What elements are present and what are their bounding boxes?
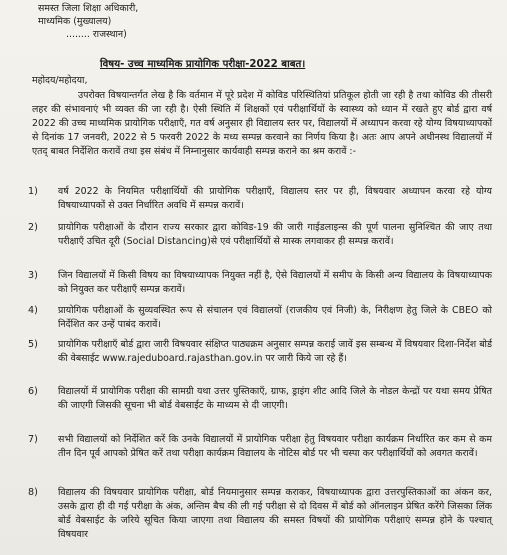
item-number: 3)	[28, 270, 38, 281]
item-number: 1)	[28, 186, 38, 197]
item-text: प्रायोगिक परीक्षाओं के दौरान राज्य सरकार द्वारा कोविड-19 की जारी गाईडलाइन्स की पूर्ण पालना सुनिश्चित की जाए तथा परीक्षाएँ उचित दूरी (Social Distancing)से एवं परीक्षार्थियों से मास्क लगवाकर ही सम्पन्न करावें।	[58, 222, 492, 247]
item-text: वर्ष 2022 के नियमित परीक्षार्थियों की प्रायोगिक परीक्षाएँ, विद्यालय स्तर पर ही, विषयवार अध्यापन करवा रहे योग्य विषयाध्यापकों से उक्त निर्धारित अवधि में सम्पन्न करावें।	[58, 186, 492, 211]
item-text: विद्यालय की विषयवार प्रायोगिक परीक्षा, बोर्ड नियमानुसार सम्पन्न कराकर, विषयाध्यापक द्वारा उत्तरपुस्तिकाओं का अंकन कर, उसके द्वारा ही दी गई परीक्षा के अंक, अन्तिम बैच की ली गई परीक्षा से दो दिवस में बोर्ड को ऑनलाइन प्रेषित करेंगे जिसका लिंक बोर्ड वेबसाईट के जरिये सूचित किया जाएगा तथा विद्यालय की समस्त विषयों की प्रायोगिक परीक्षाएं सम्पन्न होने के पश्चात् विषयवार	[58, 487, 492, 540]
item-text: सभी विद्यालयों को निर्देशित करें कि उनके विद्यालयों में प्रायोगिक परीक्षा हेतु विषयवार परीक्षा कार्यक्रम निर्धारित कर कम से कम तीन दिन पूर्व आपको प्रेषित करें तथा परीक्षा कार्यक्रम विद्यालय के नोटिस बोर्ड पर भी चस्पा कर परीक्षार्थियों को अवगत करावें।	[58, 434, 492, 459]
subject-line: विषय- उच्च माध्यमिक प्रायोगिक परीक्षा-2022 बाबत।	[100, 59, 306, 70]
item-text: जिन विद्यालयों में किसी विषय का विषयाध्यापक नियुक्त नहीं है, ऐसे विद्यालयों में समीप के किसी अन्य विद्यालय के विषयाध्यापक को नियुक्त कर परीक्षाएँ सम्पन्न करावें।	[58, 270, 492, 295]
item-number: 4)	[28, 305, 38, 316]
addressee-line: समस्त जिला शिक्षा अधिकारी,	[38, 3, 139, 14]
item-text: विद्यालयों में प्रायोगिक परीक्षा की सामग्री यथा उत्तर पुस्तिकाएँ, ग्राफ, ड्राइंग शीट आदि जिले के नोडल केन्द्रों पर यथा समय प्रेषित की जाएगी जिसकी सूचना भी बोर्ड वेबसाईट के माध्यम से दी जाएगी।	[58, 386, 492, 411]
addressee-location: ........ राजस्थान)	[66, 29, 127, 40]
item-number: 8)	[28, 487, 38, 498]
item-text: प्रायोगिक परीक्षाएँ बोर्ड द्वारा जारी विषयवार संक्षिप्त पाठ्यक्रम अनुसार सम्पन्न कराई जावें इस सम्बन्ध में विषयवार दिशा-निर्देश बोर्ड की वेबसाईट www.rajeduboard.rajasthan.gov.in पर जारी किये जा रहे हैं।	[58, 339, 492, 364]
salutation: महोदय/महोदया,	[32, 75, 88, 86]
item-number: 2)	[28, 222, 38, 233]
item-number: 7)	[28, 434, 38, 445]
intro-paragraph: उपरोक्त विषयान्तर्गत लेख है कि वर्तमान में पूरे प्रदेश में कोविड परिस्थितियां प्रतिकूल होती जा रही है तथा कोविड की तीसरी लहर की संभावनाएं भी व्यक्त की जा रही है। ऐसी स्थिति में शिक्षकों एवं परीक्षार्थियों के स्वास्थ्य को ध्यान में रखते हुए बोर्ड द्वारा वर्ष 2022 की उच्च माध्यमिक प्रायोगिक परीक्षाएँ, गत वर्ष अनुसार ही विद्यालय स्तर पर, विद्यालयों में अध्यापन करवा रहे योग्य विषयाध्यापकों से दिनांक 17 जनवरी, 2022 से 5 फरवरी 2022 के मध्य सम्पन्न करवाने का निर्णय किया है। अतः आप अपने अधीनस्थ विद्यालयों में एतद् बाबत निर्देशित करावें तथा इस संबंध में निम्नानुसार कार्यवाही सम्पन्न कराने का श्रम करावें :-	[32, 90, 492, 157]
item-number: 5)	[28, 339, 38, 350]
item-text: प्रायोगिक परीक्षाओं के सुव्यवस्थित रूप से संचालन एवं विद्यालयों (राजकीय एवं निजी) के, निरीक्षण हेतु जिले के CBEO को निर्देशित कर उन्हें पाबंद करावें।	[58, 305, 492, 330]
item-number: 6)	[28, 386, 38, 397]
addressee-office: माध्यमिक (मुख्यालय)	[38, 16, 112, 27]
